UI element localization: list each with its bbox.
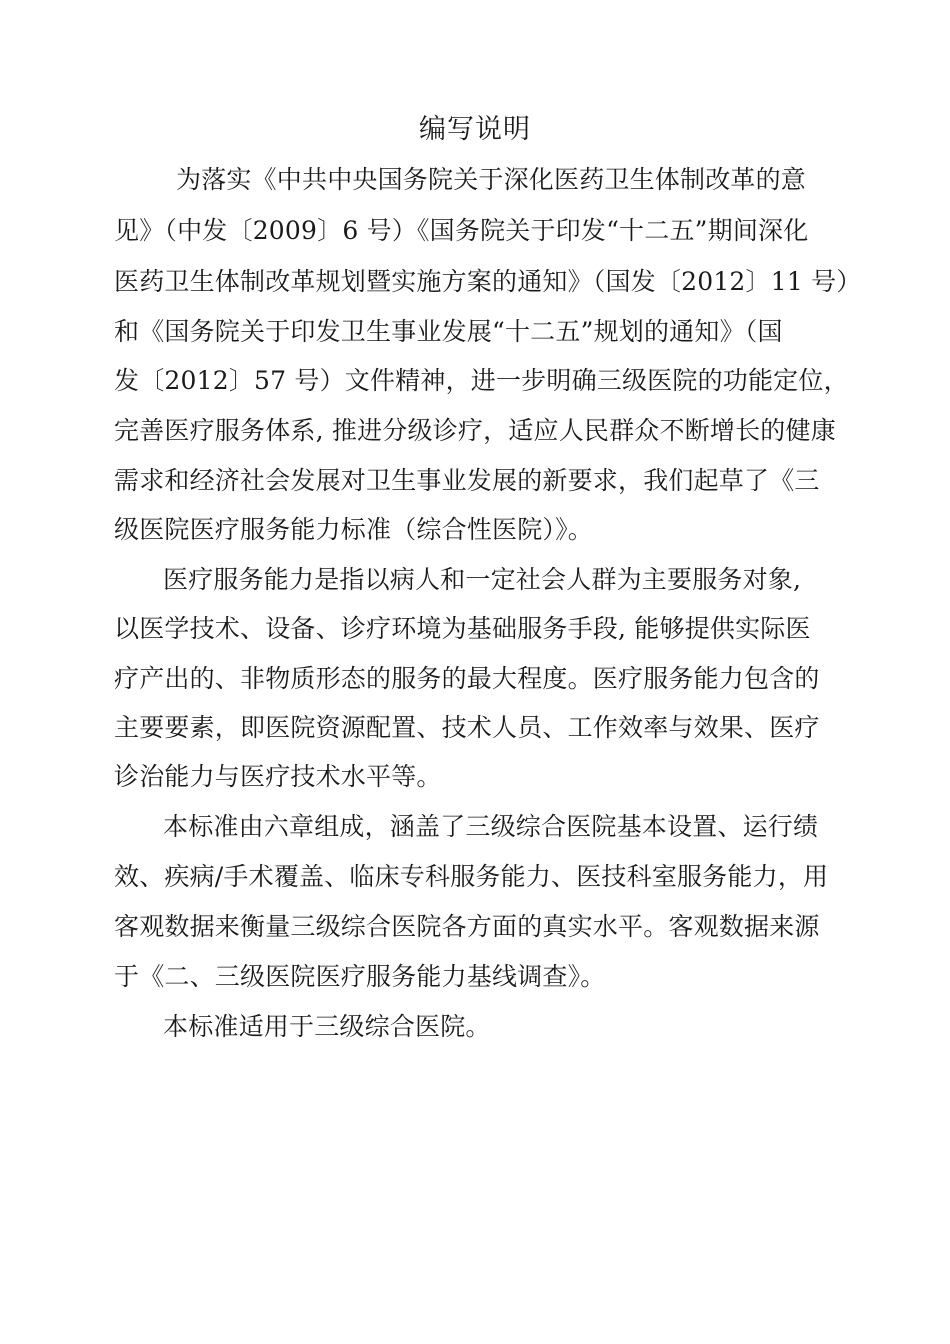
paragraph-1-line-2: 见》（中发〔2009〕6 号）《国务院关于印发“十二五”期间深化 <box>114 216 809 245</box>
paragraph-2-line-1: 医疗服务能力是指以病人和一定社会人群为主要服务对象, <box>163 565 802 594</box>
paragraph-1-line-5: 发〔2012〕57 号）文件精神，进一步明确三级医院的功能定位， <box>114 366 849 395</box>
document-title: 编写说明 <box>419 114 531 145</box>
paragraph-3-line-1: 本标准由六章组成，涵盖了三级综合医院基本设置、运行绩 <box>163 812 819 841</box>
paragraph-2-line-4: 主要要素，即医院资源配置、技术人员、工作效率与效果、医疗 <box>114 713 820 742</box>
paragraph-2-line-3: 疗产出的、非物质形态的服务的最大程度。医疗服务能力包含的 <box>114 664 820 693</box>
paragraph-3-line-3: 客观数据来衡量三级综合医院各方面的真实水平。客观数据来源 <box>114 912 820 941</box>
paragraph-4-line-1: 本标准适用于三级综合医院。 <box>163 1012 491 1041</box>
paragraph-1-line-7: 需求和经济社会发展对卫生事业发展的新要求，我们起草了《三 <box>114 466 820 495</box>
paragraph-2-line-2: 以医学技术、设备、诊疗环境为基础服务手段, 能够提供实际医 <box>114 614 811 643</box>
paragraph-1-line-6: 完善医疗服务体系, 推进分级诊疗，适应人民群众不断增长的健康 <box>114 416 836 445</box>
paragraph-1-line-1: 为落实《中共中央国务院关于深化医药卫生体制改革的意 <box>176 165 807 194</box>
paragraph-3-line-4: 于《二、三级医院医疗服务能力基线调查》。 <box>114 962 606 991</box>
paragraph-2-line-5: 诊治能力与医疗技术水平等。 <box>114 762 442 791</box>
paragraph-3-line-2: 效、疾病/手术覆盖、临床专科服务能力、医技科室服务能力，用 <box>114 862 829 891</box>
paragraph-1-line-8: 级医院医疗服务能力标准（综合性医院）》。 <box>114 515 594 544</box>
paragraph-1-line-4: 和《国务院关于印发卫生事业发展“十二五”规划的通知》（国 <box>114 317 783 346</box>
paragraph-1-line-3: 医药卫生体制改革规划暨实施方案的通知》（国发〔2012〕11 号） <box>114 267 862 296</box>
